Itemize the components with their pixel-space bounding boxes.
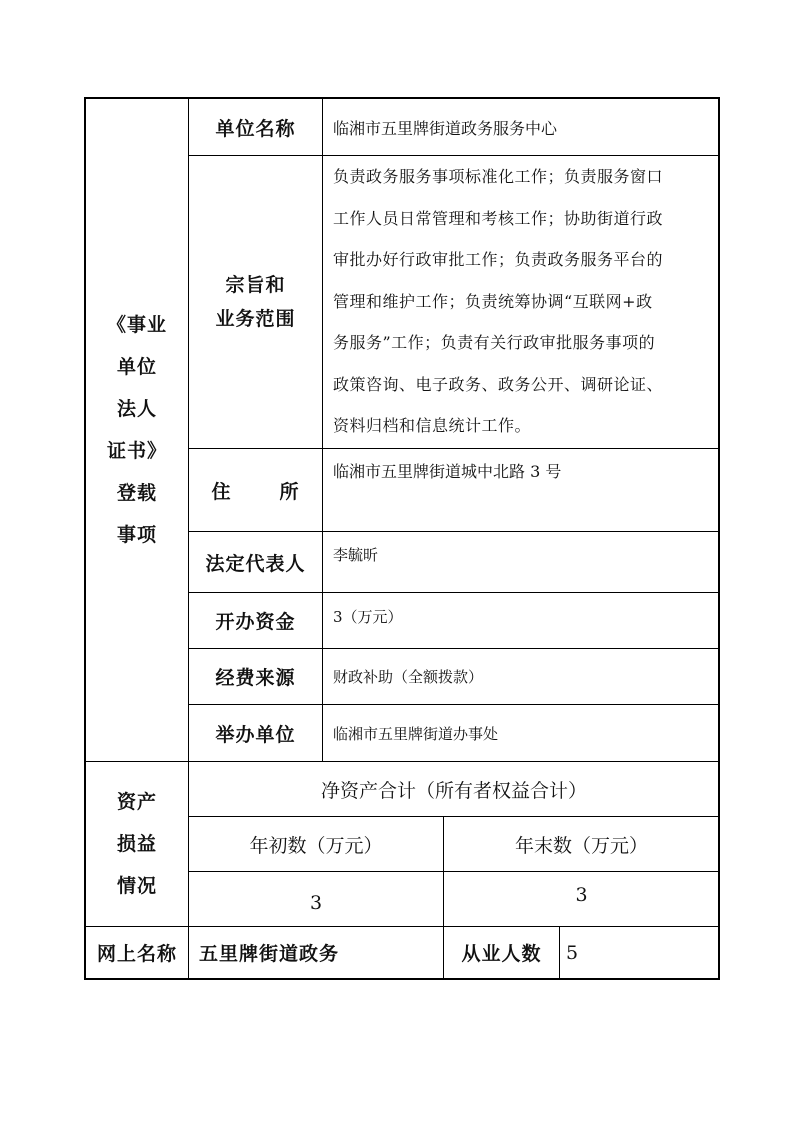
scope-text (333, 156, 717, 447)
registration-section-label (86, 99, 188, 761)
scope-line: 政策咨询、电子政务、政务公开、调研论证、 (333, 374, 664, 394)
address-label (189, 449, 322, 531)
legal-rep-value: 李毓昕 (333, 546, 379, 564)
unit-name-value: 临湘市五里牌街道政务服务中心 (333, 118, 558, 138)
net-assets-header: 净资产合计（所有者权益合计） (320, 779, 587, 802)
address-value: 临湘市五里牌街道城中北路 3 号 (333, 462, 562, 481)
funding-value: 财政补助（全额拨款） (333, 668, 484, 686)
scope-line: 负责政务服务事项标准化工作；负责服务窗口 (333, 167, 664, 186)
address-label-part: 所 (279, 480, 300, 503)
scope-line: 工作人员日常管理和考核工作；协助街道行政 (333, 208, 664, 228)
staff-count: 5 (566, 941, 579, 964)
section-label-line: 登载 (116, 482, 157, 504)
online-name-label: 网上名称 (96, 943, 177, 965)
end-header: 年末数（万元） (514, 834, 648, 857)
address-label-part: 住 (211, 480, 232, 503)
assets-label-line: 资产 (116, 791, 157, 813)
scope-label (189, 156, 322, 448)
sponsor-value: 临湘市五里牌街道办事处 (333, 724, 499, 743)
scope-label-line: 业务范围 (215, 308, 296, 330)
legal-rep-label: 法定代表人 (205, 552, 306, 575)
capital-label: 开办资金 (215, 611, 296, 633)
section-label-line: 法人 (116, 398, 157, 420)
assets-section-label (86, 762, 188, 926)
section-label-line: 证书》 (106, 440, 167, 462)
begin-header: 年初数（万元） (249, 834, 383, 857)
unit-name-label: 单位名称 (215, 117, 296, 140)
assets-label-line: 损益 (116, 833, 157, 855)
end-value: 3 (575, 884, 588, 906)
begin-value: 3 (309, 892, 323, 914)
section-label-line: 事项 (116, 524, 157, 546)
scope-line: 资料归档和信息统计工作。 (333, 416, 532, 435)
scope-line: 审批办好行政审批工作；负责政务服务平台的 (333, 250, 664, 269)
scope-label-line: 宗旨和 (225, 274, 286, 296)
sponsor-label: 举办单位 (215, 723, 296, 746)
scope-line: 管理和维护工作；负责统筹协调“互联网+政 (333, 291, 653, 311)
funding-label: 经费来源 (215, 667, 296, 689)
assets-label-line: 情况 (116, 875, 157, 897)
scope-line: 务服务”工作；负责有关行政审批服务事项的 (333, 333, 656, 352)
section-label-line: 单位 (116, 356, 157, 378)
capital-value: 3（万元） (333, 608, 403, 626)
online-name-value: 五里牌街道政务 (199, 943, 340, 965)
section-label-line: 《事业 (106, 314, 167, 336)
staff-label: 从业人数 (461, 943, 542, 965)
